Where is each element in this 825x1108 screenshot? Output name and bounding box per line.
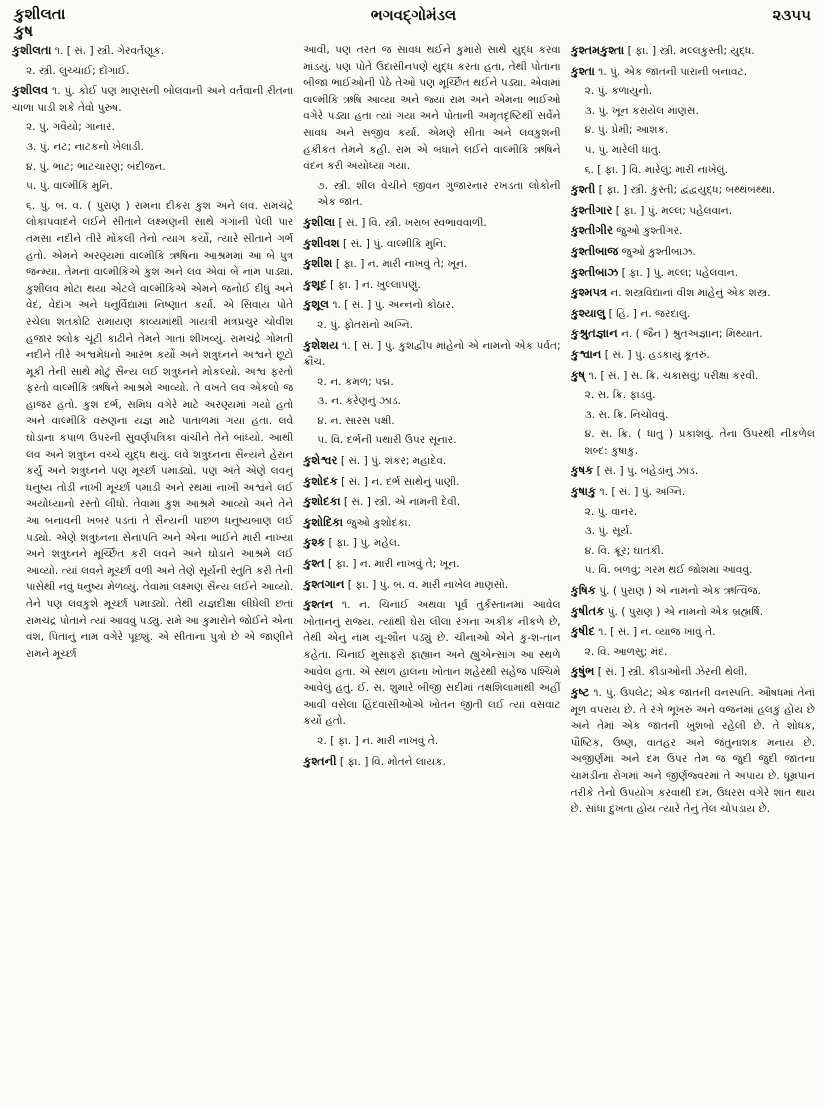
- header-first-word: કુશીલતા: [14, 5, 66, 23]
- definition-text: ૪. ન. સારસ પક્ષી.: [317, 414, 395, 427]
- headword: કુશોદિકા: [303, 514, 344, 529]
- definition-text: [ ફા. ] ન. મારી નાખવું તે; ખૂન.: [328, 558, 460, 571]
- definition-text: [ ફા. ] ન. ખુલ્લાપણું.: [330, 278, 421, 291]
- definition-text: ૨. [ ફા. ] ન. મારી નાખવું તે.: [317, 734, 439, 747]
- definition-text: [ સં. ] પું. વાલ્મીકિ મુનિ.: [342, 237, 447, 250]
- dictionary-entry: [571, 63, 815, 81]
- definition-text: જુઓ કુશોદકા.: [346, 516, 412, 529]
- definition-text: ૩. ન. કરેણનું ઝાડ.: [317, 395, 402, 408]
- dictionary-entry: [12, 139, 293, 156]
- dictionary-entry: [303, 432, 560, 449]
- headword: કુશ્તીબાજ: [570, 243, 619, 258]
- headword: કુશ્તન: [303, 597, 334, 612]
- dictionary-entry: [571, 103, 815, 120]
- headword: કુશીલતા: [12, 43, 52, 57]
- dictionary-entry: [303, 534, 560, 552]
- headword: કુશીશ: [303, 256, 333, 271]
- dictionary-entry: [303, 493, 560, 511]
- definition-text: ૨. સ. ક્રિ. ફાડવું.: [584, 389, 656, 402]
- definition-text: ૪. પું. પ્રેમી; આશક.: [584, 124, 669, 137]
- dictionary-entry: [571, 407, 815, 424]
- definition-text: [ ફા. ] સ્ત્રી. મલ્લકુસ્તી; યુદ્ધ.: [627, 45, 755, 57]
- headword: કુશ્તીગીર: [570, 223, 613, 238]
- definition-text: ૪. પું. ભાટ; ભાટચારણ; બંદીજન.: [26, 160, 166, 173]
- dictionary-entry: [303, 42, 560, 175]
- dictionary-entry: [303, 514, 560, 532]
- dictionary-entry: [571, 543, 815, 560]
- definition-text: [ સં. ] ન. દર્ભ સાથેનું પાણી.: [341, 475, 460, 488]
- headword: કુષિક: [570, 583, 596, 598]
- definition-text: જુઓ કુશ્તીબાઝ.: [621, 245, 696, 258]
- definition-text: ૧. પું. કોઈ પણ માણસની બોલવાની અને વર્તવાની રીતના ચાળા પાડી શકે તેવો પુરુષ.: [12, 85, 294, 114]
- dictionary-entry: [303, 393, 560, 410]
- dictionary-entry: [571, 562, 815, 579]
- dictionary-entry: [303, 733, 560, 750]
- definition-text: ૩. પું. સૂર્ય.: [584, 525, 633, 538]
- definition-text: પું. ( પુરાણ ) એ નામનો એક ઋત્વિજ.: [599, 585, 761, 598]
- dictionary-entry: [571, 264, 815, 282]
- headword: કુશ્તગાન: [303, 576, 345, 591]
- definition-text: ૧. [ સં. ] પું. કુશદ્વીપ માંહેનો એ નામનો એક પર્વત; ક્રૌંચ.: [303, 339, 561, 369]
- dictionary-entry: [571, 83, 815, 100]
- dictionary-entry: [303, 337, 560, 371]
- dictionary-entry: [303, 555, 560, 573]
- definition-text: [ ફા. ] વિ. મોતને લાયક.: [339, 755, 447, 768]
- headword: કુષક: [570, 463, 594, 478]
- header-title: ભગવદ્ગોમંડલ: [370, 6, 457, 24]
- headword: કુષાકુ: [570, 484, 597, 499]
- definition-text: ૧. [ સં. ] ન. વ્યાજ ખાવું તે.: [598, 626, 716, 639]
- definition-text: ૧. [ સં. ] સ. ક્રિ. ચકાસવું; પરીક્ષા કરવી.: [588, 369, 759, 382]
- headword: કુષીદ: [570, 624, 595, 639]
- dictionary-entry: [571, 483, 815, 501]
- definition-text: ૩. સ. ક્રિ. નિચોવવું.: [584, 408, 669, 421]
- definition-text: ૨. ન. કમળ; પદ્મ.: [317, 375, 394, 388]
- dictionary-entry: [571, 663, 815, 681]
- definition-text: [ હિં. ] ન. જરદાલુ.: [608, 307, 691, 320]
- definition-text: ૩. પું. ખૂન કરાયેલ માણસ.: [584, 104, 699, 117]
- dictionary-entry: [303, 317, 560, 334]
- headword: કુશીલા: [303, 214, 336, 229]
- definition-text: પું. ( પુરાણ ) એ નામનો એક બ્રહ્મર્ષિ.: [607, 605, 764, 618]
- definition-text: ૫. પું. મારેલી ધાતુ.: [584, 143, 662, 156]
- column-left: [12, 42, 293, 1102]
- definition-text: ૧. પું. એક જાતની પારાની બનાવટ.: [598, 65, 748, 78]
- headword: કુશ્તીગાર: [570, 202, 613, 217]
- definition-text: ૫. પું. વાલ્મીકિ મુનિ.: [26, 180, 113, 193]
- headword: કુશેશ્વર: [303, 453, 338, 468]
- page-number: ૨૩૫૫: [772, 6, 811, 24]
- dictionary-entry: [571, 222, 815, 240]
- definition-text: ૨. પું. ગવૈયો; ગાનાર.: [26, 121, 115, 134]
- dictionary-entry: [571, 243, 815, 261]
- dictionary-entry: [571, 644, 815, 661]
- definition-text: [ ફા. ] પું. બ. વ. મારી નાખેલ માણસો.: [347, 578, 509, 591]
- dictionary-entry: [571, 367, 815, 385]
- headword: કુશીલવ: [12, 83, 49, 98]
- page-header: [12, 6, 815, 42]
- dictionary-entry: [12, 119, 293, 136]
- definition-text: ૫. વિ. દર્ભની પથારી ઉપર સૂનાર.: [317, 434, 457, 447]
- headword: કુશોદક: [303, 473, 338, 488]
- dictionary-entry: [303, 452, 560, 470]
- definition-text: ૬. [ ફા. ] વિ. મારેલું; મારી નાખેલું.: [584, 163, 728, 176]
- headword: કુશૂદ: [303, 276, 327, 291]
- dictionary-entry: [571, 162, 815, 179]
- headword: કુશ્યાલુ: [570, 305, 606, 320]
- headword: કુશ્તી: [570, 182, 596, 197]
- definition-text: ૪. સ. ક્રિ. ( ધાતુ ) પ્રકાશવું. તેના ઉપરથી નીકળેલ શબ્દ: કુષાકુ.: [584, 428, 815, 457]
- headword: કુશીવશ: [303, 235, 340, 250]
- definition-text: [ ફા. ] પું. મહેલ.: [328, 537, 401, 550]
- dictionary-entry: [12, 63, 293, 80]
- definition-text: [ સં. ] સ્ત્રી. એ નામની દેવી.: [343, 496, 461, 509]
- dictionary-entry: [571, 603, 815, 621]
- dictionary-entry: [571, 42, 815, 60]
- definition-text: ૧. ન. ચિનાઈ અથવા પૂર્વ તુર્કસ્તાનમાં આવેલ ખોતાનનું રાજ્ય. ત્યાંથી ઘેરા લીલા રંગના અકીક નીકળે છે, તેથી એનું નામ યૂ-શૌન પડ્યું છે. ચીનાઓ એને કુ-શ-તાન કહેતા. ચિનાઈ મુસાફરો ફાહ્યાન અને હ્યુએન્સાંગ આ સ્થળે આવેલ હતા. એ સ્થળ હાલના ખોતાન શહેરથી સહેજ પશ્ચિમે આવેલું હતું. ઈ. સ. શુમારે બીજી સદીમાં તક્ષશિલામાંથી અહીં આવી વસેલા હિંદવાસીઓએ ખોતન જીતી લઈ ત્યાં વસવાટ કર્યો હતો.: [303, 599, 561, 728]
- definition-text: ૧. [ સં. ] પું. અગ્નિ.: [599, 486, 686, 499]
- headword: કુશ્ત: [303, 556, 325, 571]
- dictionary-entry: [571, 623, 815, 641]
- headword: કુશેશય: [303, 337, 339, 352]
- definition-text: ૨. વિ. આળસુ; મંદ.: [584, 645, 668, 658]
- definition-text: ન. શસ્ત્રવિદ્યાનાં વીશ માંહેનું એક શસ્ત્ર.: [610, 287, 771, 300]
- dictionary-entry: [571, 504, 815, 521]
- dictionary-entry: [12, 178, 293, 195]
- definition-text: ૬. પું. બ. વ. ( પુરાણ ) રામના દીકરા કુશ અને લવ. રામચંદ્રે લોકાપવાદને લઈને સીતાને લક્ષ્મણની સાથે ગંગાની પેલી પાર તમસા નદીને તીરે મોકલી તેનો ત્યાગ કર્યો, ત્યારે સીતાને ગર્ભ હતો. એમને અરણ્યમાં વાલ્મીકિ ઋષિના આશ્રમમાં આ બે પુત્ર જન્મ્યા. તેમનાં વાલ્મીકિએ કુશ અને લવ એવાં બે નામ પાડ્યાં. કુશીલવ મોટા થયા એટલે વાલ્મીકિએ એમને જનોઈ દીધું અને વેદ, વેદાંગ અને ધનુર્વિદ્યામાં નિષ્ણાત કર્યા. એ સિવાય પોતે રચેલા શતકોટિ રામાયણ કાવ્યમાંથી ગાયત્રી મંત્રપ્રચુર ચોવીશ હજાર શ્લોક ચૂંટી કાઢીને તેમને ગાતાં શીખવ્યું. રામચંદ્રે ગોમતી નદીને તીરે અશ્વમેધનો આરંભ કર્યો અને શત્રુઘ્નને અશ્વને છૂટો મૂકી તેની સાથે મોટું સૈન્ય લઈ શત્રુઘ્નને મોકલ્યો. અશ્વ ફરતો ફરતો વાલ્મીકિ ઋષિને આશ્રમે આવ્યો. તે વખતે લવ એકલો જ હાજર હતો. કુશ દર્ભ, સમિધ વગેરે માટે અરણ્યમાં ગયો હતો અને વાલ્મીકિ વરુણના યજ્ઞ માટે પાતાળમાં ગયા હતા. લવે ઘોડાના કપાળ ઉપરની સુવર્ણપત્રિકા વાંચીને તેને બાંધ્યો. આથી લવ અને શત્રુઘ્ન વચ્ચે યુદ્ધ થયું. લવે શત્રુઘ્નના સૈન્યને હેરાન કર્યું અને શત્રુઘ્નને પણ મૂર્ચ્છા પમાડ્યો. પણ અંતે એણે લવનું ધનુષ્ય તોડી નાખી મૂર્ચ્છા પમાડી અને રથમાં નાખી અશ્વને લઈ અયોધ્યાનો રસ્તો લીધો. તેવામાં કુશ આશ્રમે આવ્યો અને તેને આ બનાવની ખબર પડતાં તે સૈન્યની પાછળ ધનુષ્યબાણ લઈ પડ્યો. એણે શત્રુઘ્નના સેનાપતિ અને એના ભાઈને મારી નાખ્યા અને શત્રુઘ્નને મૂર્ચ્છિત કરી લવને અને ઘોડાને આશ્રમે લઈ આવ્યો. ત્યાં લવને મૂર્ચ્છા વળી અને તેણે સૂર્યની સ્તુતિ કરી તેની પાસેથી નવું ધનુષ્ય મેળવ્યું. તેવામાં લક્ષ્મણ સૈન્ય લઈને આવ્યો. તેને પણ લવકુશે મૂર્ચ્છા પમાડ્યો. તેથી યજ્ઞદીક્ષા લીધેલી છતાં રામચંદ્ર પોતાને ત્યાં આવવું પડ્યું. રામે આ કુમારોને જોઈને એના વંશ, પિતાનું નામ વગેરે પૂછ્યું. એ સીતાના પુત્રો છે એ જાણીને રામને મૂર્ચ્છા: [26, 199, 294, 660]
- dictionary-entry: [303, 576, 560, 594]
- definition-text: આવી, પણ તરત જ સાવધ થઈને કુમારો સાથે યુદ્ધ કરવા માંડયું. પણ પોતે ઉદાસીનપણે યુદ્ધ કરતા હતા, તેથી પોતાના બીજા ભાઈઓની પેઠે તેઓ પણ મૂર્ચ્છિત થઈને પડ્યા. એવામાં વાલ્મીકિ ઋષિ આવ્યા અને જ્યાં રામ અને એમના ભાઈઓ વગેરે પડ્યા હતા ત્યાં ગયા અને પોતાની અમૃતદૃષ્ટિથી સર્વેને સાવધ અને સજીવ કર્યા. એમણે સીતા અને લવકુશની હકીકત તેમને કહી. રામ એ બધાને લઈને વાલ્મીકિ ઋષિને વંદન કરી અયોધ્યા ગયા.: [303, 44, 561, 173]
- headword: કુશ્તીબાઝ: [570, 264, 619, 279]
- headword: કુશ્તમકુશ્તા: [570, 43, 625, 57]
- dictionary-entry: [303, 753, 560, 771]
- dictionary-entry: [303, 276, 560, 294]
- definition-text: ન. ( જૈન ) શ્રુતઅજ્ઞાન; મિથ્યાત.: [621, 328, 763, 341]
- definition-text: જુઓ કુશ્તીગર.: [616, 225, 683, 238]
- headword: કુષુંભ: [570, 664, 595, 679]
- dictionary-entry: [303, 413, 560, 430]
- dictionary-entry: [571, 523, 815, 540]
- columns: [12, 42, 815, 1102]
- definition-text: [ ફા. ] સ્ત્રી. કુસ્તી; દ્વંદ્વયુદ્ધ; બથ્થંબથ્થા.: [598, 184, 776, 197]
- dictionary-entry: [571, 122, 815, 139]
- definition-text: [ ફા. ] ન. મારી નાખવું તે; ખૂન.: [335, 258, 468, 271]
- dictionary-entry: [303, 296, 560, 314]
- dictionary-entry: [571, 387, 815, 404]
- dictionary-entry: [571, 684, 815, 818]
- dictionary-entry: [303, 235, 560, 253]
- headword: કુશ્વાન: [570, 346, 602, 361]
- definition-text: ૧. પું. ઉપલેટ; એક જાતની વનસ્પતિ. ઔષધમાં તેનાં મૂળ વપરાય છે. તે રંગે ભૂખરું અને વજનમાં હલકું હોય છે અને તેમાં એક જાતની ખુશબો રહેલી છે. તે શોધક, પૌષ્ટિક, ઉષ્ણ, વાતહર અને જંતુનાશક મનાય છે. અજીર્ણમાં અને દમ ઉપર તેમ જ જુદી જુદી જાતના ચામડીના રોગમાં અને જીર્ણજ્વરમાં તે અપાય છે. ધૂમ્રપાન તરીકે તેનો ઉપયોગ કરવાથી દમ, ઉધરસ વગેરે શાંત થાય છે. સાંધા દુખતા હોય ત્યારે તેનું તેલ ચોપડાય છે.: [570, 687, 815, 816]
- definition-text: ૨. પું. વાનર.: [584, 505, 638, 518]
- dictionary-entry: [571, 202, 815, 220]
- dictionary-entry: [303, 473, 560, 491]
- headword: કુષ્ટ: [570, 685, 590, 699]
- dictionary-entry: [12, 42, 293, 60]
- definition-text: [ સં. ] પું. હડકાયું કૂતરું.: [604, 348, 710, 361]
- dictionary-entry: [571, 142, 815, 159]
- definition-text: ૧. [ સં. ] સ્ત્રી. ગેરવર્તણૂક.: [54, 45, 165, 57]
- dictionary-entry: [303, 214, 560, 232]
- definition-text: ૨. પું. કળાયુનો.: [584, 85, 653, 98]
- definition-text: ૧. [ સં. ] પું. અન્નનો કોઠાર.: [332, 299, 455, 312]
- definition-text: [ સં. ] પું. શંકર; મહાદેવ.: [340, 455, 447, 468]
- definition-text: ૫. વિ. બળવું; ગરમ થઈ જોશમાં આવવું.: [584, 564, 753, 577]
- dictionary-entry: [12, 198, 293, 663]
- dictionary-entry: [303, 596, 560, 730]
- column-middle: [303, 42, 560, 1102]
- dictionary-entry: [571, 346, 815, 364]
- headword: કુશ્તા: [570, 63, 595, 78]
- dictionary-entry: [571, 462, 815, 480]
- headword: કુશોદકા: [303, 494, 341, 509]
- dictionary-entry: [571, 426, 815, 459]
- headword: કુશ્રુતજ્ઞાન: [570, 326, 618, 341]
- column-right: [571, 42, 815, 1102]
- dictionary-entry: [12, 159, 293, 176]
- definition-text: [ ફા. ] પું. મલ્લ; પહેલવાન.: [615, 204, 733, 217]
- headword: કુશ્તની: [303, 753, 337, 768]
- definition-text: [ ફા. ] પું. મલ્લ; પહેલવાન.: [621, 266, 738, 279]
- definition-text: [ સં. ] પું. બહેડાંનું ઝાડ.: [596, 465, 699, 478]
- definition-text: ૨. સ્ત્રી. લુચ્ચાઈ; દોંગાઈ.: [26, 64, 130, 77]
- dictionary-entry: [571, 181, 815, 199]
- dictionary-entry: [571, 582, 815, 600]
- dictionary-entry: [303, 178, 560, 211]
- headword: કુષ્: [570, 367, 586, 382]
- definition-text: [ સં. ] સ્ત્રી. કીડાઓની ઝેરની થેલી.: [597, 666, 748, 679]
- headword: કુશૂલ: [303, 297, 329, 312]
- dictionary-entry: [12, 82, 293, 116]
- dictionary-entry: [571, 284, 815, 302]
- dictionary-entry: [303, 255, 560, 273]
- definition-text: ૩. પું. નટ; નાટકનો ખેલાડી.: [26, 140, 144, 153]
- dictionary-entry: [571, 305, 815, 323]
- definition-text: [ સં. ] વિ. સ્ત્રી. ખરાબ સ્વભાવવાળી.: [338, 216, 487, 229]
- dictionary-entry: [571, 325, 815, 343]
- headword: કુષીતક: [570, 603, 605, 618]
- headword: કુશ્મપત્ર: [570, 285, 607, 300]
- headword: કુશ્ક: [303, 535, 326, 550]
- definition-text: ૭. સ્ત્રી. શીલ વેચીને જીવન ગુજારનાર રખડતા લોકોની એક જાત.: [317, 179, 561, 209]
- definition-text: ૨. પું. ફોતરાંનો અગ્નિ.: [317, 318, 413, 331]
- header-last-word: કુષ: [14, 22, 33, 40]
- definition-text: ૪. વિ. ક્રૂર; ઘાતકી.: [584, 544, 664, 557]
- dictionary-entry: [303, 374, 560, 391]
